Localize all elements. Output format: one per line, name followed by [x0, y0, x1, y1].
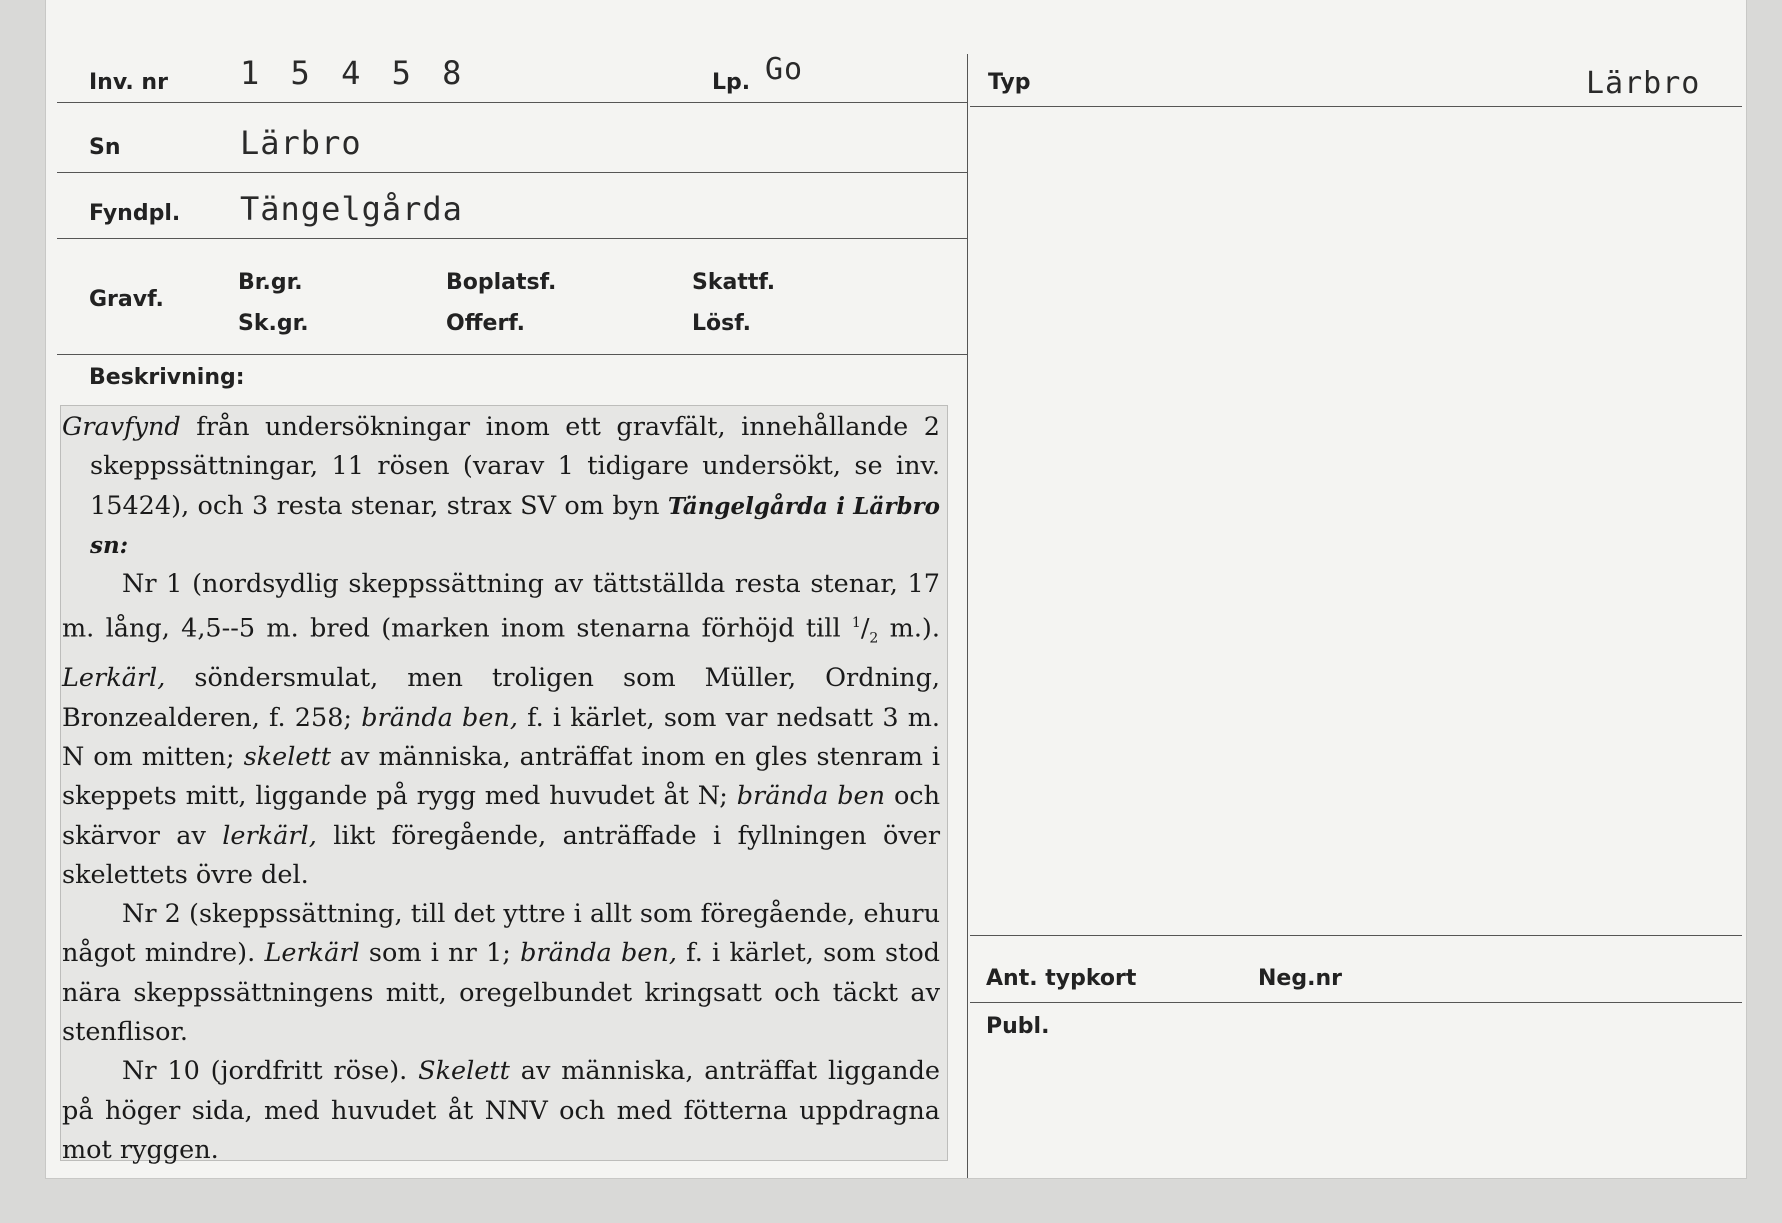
- text-p2f: f. i kärlet, som var nedsatt 3 m. N om mitten;: [62, 702, 940, 772]
- term-gravfynd: Gravfynd: [62, 412, 181, 442]
- text-p2d: söndersmulat, men troligen som Müller, Ordning, Bronzealderen, f. 258;: [62, 663, 940, 733]
- rule-ant: [970, 935, 1742, 936]
- fraction-numerator: 1: [851, 615, 861, 632]
- description-paragraph-1: [62, 408, 940, 565]
- description-paragraph-4: [62, 1052, 940, 1170]
- text-p3c: som i nr 1;: [359, 938, 521, 969]
- description-paragraph-3: [62, 895, 940, 1052]
- publ-label: Publ.: [986, 1014, 1050, 1039]
- place-name: Tängelgårda i Lärbro sn:: [90, 492, 940, 559]
- text-p2l: likt föregående, anträffade i fyllningen över skelettets övre del.: [62, 820, 941, 890]
- description-paragraph-2: Nr 1 (nordsydlig skeppssättning av tättställda resta stenar, 17 m. lång, 4,5--5 m. bred (marken inom stenarna förhöjd till $^1/_2$ m.). Lerkärl, söndersmulat, men troligen som Müller, Ordning, Bronzealderen, f. 258; brända ben, f. i kärlet, som var nedsatt 3 m. N om mitten; skelett av människa, anträffat inom en gles stenram i skeppets mitt, liggande på rygg med huvudet åt N; brända ben och skärvor av lerkärl, likt föregående, anträffade i fyllningen över skelettets övre del.: [62, 569, 941, 890]
- text-p2j: och skärvor av: [62, 781, 941, 851]
- term-branda-ben-2: brända ben: [736, 781, 886, 812]
- skgr-label: Sk.gr.: [238, 311, 309, 336]
- lp-label: Lp.: [712, 70, 751, 95]
- typ-label: Typ: [988, 70, 1031, 95]
- description-text: [62, 408, 940, 1170]
- ant-typkort-label: Ant. typkort: [986, 966, 1137, 991]
- rule-sn: [57, 172, 967, 173]
- text-p3e: f. i kärlet, som stod nära skeppssättningens mitt, oregelbundet kringsatt och täckt av stenflisor.: [62, 938, 941, 1048]
- boplatsf-label: Boplatsf.: [446, 270, 557, 295]
- term-skelett-2: Skelett: [418, 1056, 510, 1087]
- term-lerkarl-3: Lerkärl: [264, 938, 360, 969]
- text-p2a: Nr 1 (nordsydlig skeppssättning av tättställda resta stenar, 17 m. lång, 4,5--5 m. bred (marken inom stenarna förhöjd till: [62, 569, 940, 644]
- brgr-label: Br.gr.: [238, 270, 303, 295]
- fraction-denominator: 2: [869, 631, 879, 648]
- text-p1: från undersökningar inom ett gravfält, innehållande 2 skeppssättningar, 11 rösen (varav 1 tidigare undersökt, se inv. 15424), och 3 resta stenar, strax SV om byn: [90, 412, 940, 521]
- term-skelett: skelett: [243, 741, 331, 772]
- losf-label: Lösf.: [692, 311, 751, 336]
- negnr-label: Neg.nr: [1258, 966, 1342, 991]
- sn-value: Lärbro: [240, 124, 362, 162]
- skattf-label: Skattf.: [692, 270, 776, 295]
- divider-vertical: [967, 54, 968, 1178]
- term-branda-ben: brända ben,: [361, 702, 518, 733]
- term-lerkarl-2: lerkärl,: [222, 820, 317, 851]
- gravf-label: Gravf.: [89, 287, 164, 312]
- rule-header: [57, 102, 967, 103]
- rule-fyndpl: [57, 238, 967, 239]
- text-p3a: Nr 2 (skeppssättning, till det yttre i allt som föregående, ehuru något mindre).: [62, 899, 940, 969]
- beskrivning-label: Beskrivning:: [89, 365, 245, 390]
- fyndpl-value: Tängelgårda: [240, 190, 463, 228]
- fyndpl-label: Fyndpl.: [89, 201, 181, 226]
- text-p4c: av människa, anträffat liggande på höger sida, med huvudet åt NNV och med fötterna uppdragna mot ryggen.: [62, 1056, 940, 1165]
- text-p4a: Nr 10 (jordfritt röse).: [122, 1056, 419, 1087]
- term-branda-ben-3: brända ben,: [520, 938, 677, 969]
- offerf-label: Offerf.: [446, 311, 526, 336]
- sn-label: Sn: [89, 135, 121, 160]
- text-p2b: m.).: [878, 613, 940, 644]
- inv-value: 1 5 4 5 8: [240, 54, 468, 92]
- rule-publ: [970, 1002, 1742, 1003]
- typ-value: Lärbro: [1586, 66, 1701, 101]
- inv-label: Inv. nr: [89, 70, 168, 95]
- lp-value: Go: [765, 52, 804, 87]
- text-p2h: av människa, anträffat inom en gles stenram i skeppets mitt, liggande på rygg med huvudet åt N;: [62, 741, 940, 812]
- rule-gravf: [57, 354, 967, 355]
- rule-typ: [970, 106, 1742, 107]
- term-lerkarl: Lerkärl,: [62, 663, 166, 694]
